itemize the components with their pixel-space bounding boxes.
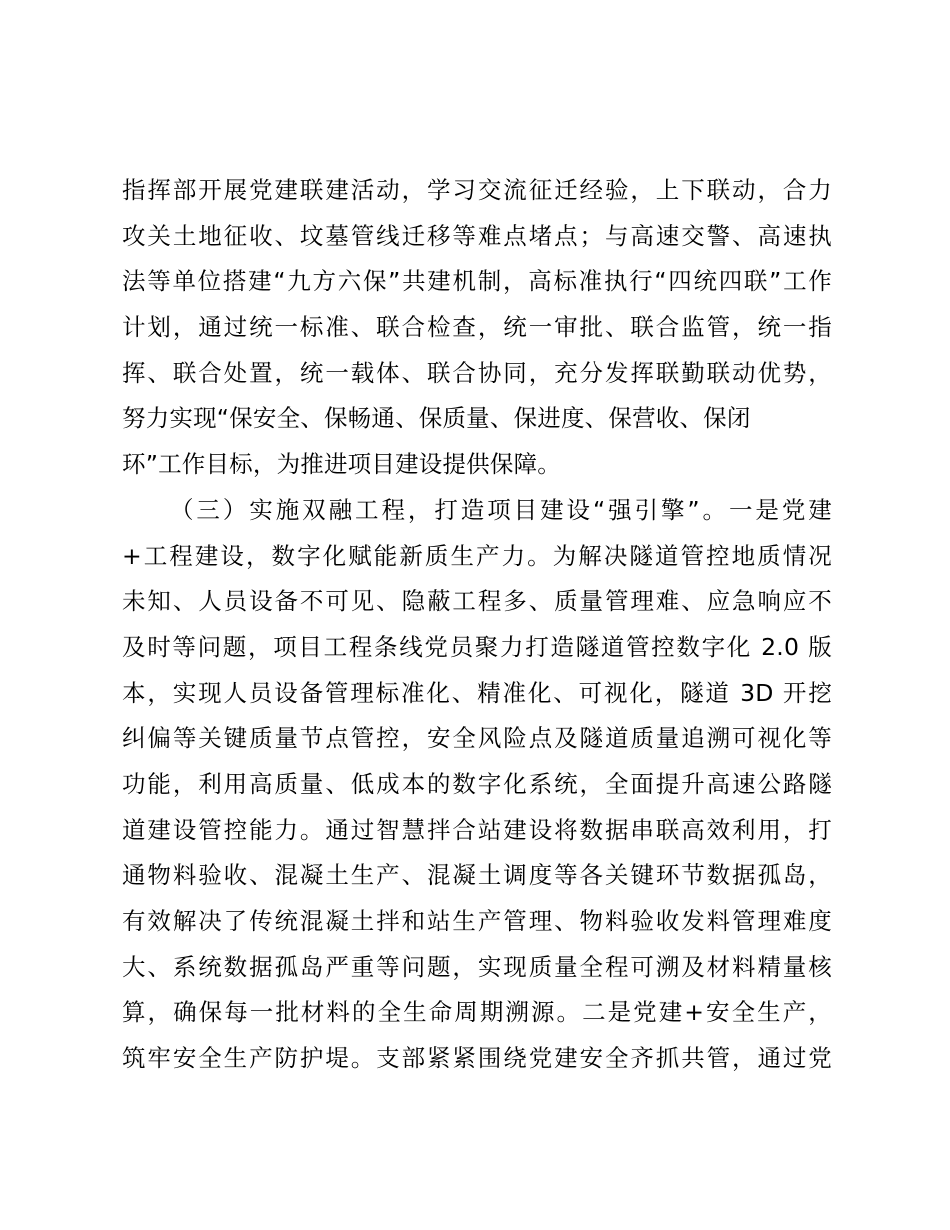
text-line: 计划，通过统一标准、联合检查，统一审批、联合监管，统一指 — [122, 313, 832, 342]
text-line: 有效解决了传统混凝土拌和站生产管理、物料验收发料管理难度 — [122, 907, 832, 935]
text-line: +工程建设，数字化赋能新质生产力。为解决隧道管控地质情况 — [122, 541, 832, 570]
text-line: 及时等问题，项目工程条线党员聚力打造隧道管控数字化 2.0 版 — [122, 632, 832, 661]
text-line: 道建设管控能力。通过智慧拌合站建设将数据串联高效利用，打 — [122, 815, 832, 844]
text-line: 功能，利用高质量、低成本的数字化系统，全面提升高速公路隧 — [122, 769, 832, 798]
text-line: 纠偏等关键质量节点管控，安全风险点及隧道质量追溯可视化等 — [122, 724, 832, 753]
text-line: 大、系统数据孤岛严重等问题，实现质量全程可溯及材料精量核 — [122, 952, 832, 981]
text-line: 法等单位搭建“九方六保”共建机制，高标准执行“四统四联”工作 — [122, 267, 832, 296]
section-heading-line: （三）实施双融工程，打造项目建设“强引擎”。一是党建 — [170, 495, 832, 524]
body-text — [122, 168, 832, 1082]
text-line: 努力实现“保安全、保畅通、保质量、保进度、保营收、保闭 — [122, 404, 751, 433]
text-line: 环”工作目标，为推进项目建设提供保障。 — [122, 450, 561, 479]
text-line: 通物料验收、混凝土生产、混凝土调度等各关键环节数据孤岛， — [122, 861, 832, 890]
text-line: 攻关土地征收、坟墓管线迁移等难点堵点；与高速交警、高速执 — [122, 221, 832, 250]
text-line: 未知、人员设备不可见、隐蔽工程多、质量管理难、应急响应不 — [122, 587, 832, 616]
text-line: 指挥部开展党建联建活动，学习交流征迁经验，上下联动，合力 — [122, 176, 832, 204]
text-line: 本，实现人员设备管理标准化、精准化、可视化，隧道 3D 开挖 — [122, 678, 832, 707]
text-line: 筑牢安全生产防护堤。支部紧紧围绕党建安全齐抓共管，通过党 — [122, 1044, 832, 1073]
text-line: 算，确保每一批材料的全生命周期溯源。二是党建+安全生产， — [122, 998, 832, 1027]
text-line: 挥、联合处置，统一载体、联合协同，充分发挥联勤联动优势， — [122, 358, 832, 387]
